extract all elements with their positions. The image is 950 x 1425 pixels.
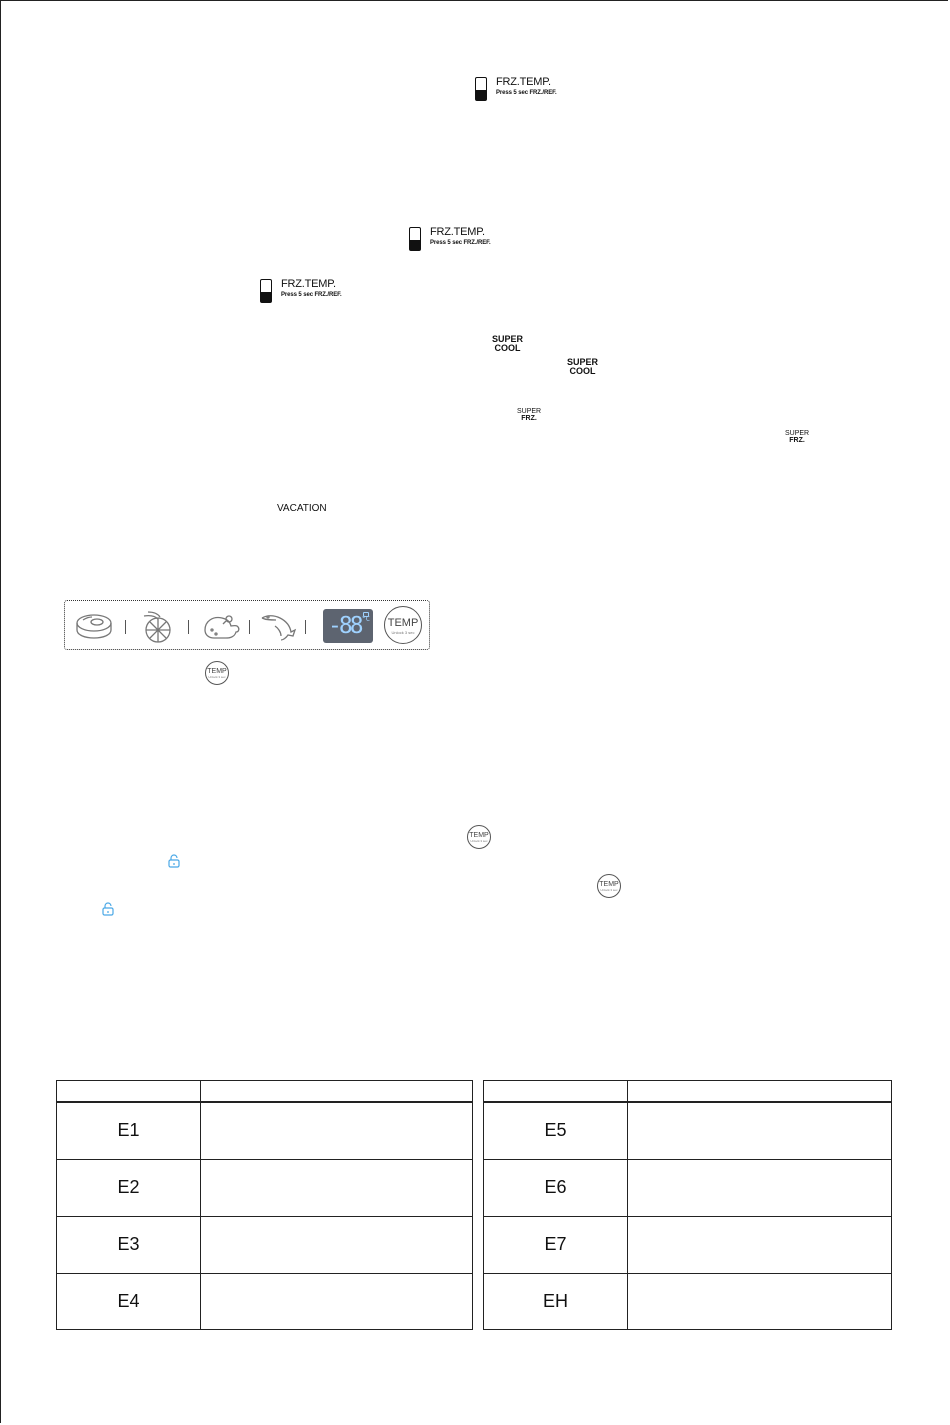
separator (125, 620, 126, 634)
battery-level-icon (475, 77, 487, 101)
super-frz-line1: SUPER (517, 408, 542, 415)
table-header-cell (628, 1081, 892, 1103)
error-description (628, 1273, 892, 1329)
temp-button-inline-label: TEMP (207, 668, 227, 675)
unlock-icon (102, 902, 114, 916)
separator (249, 620, 250, 634)
super-cool-line2: COOL (494, 343, 521, 354)
unlock-icon (168, 854, 180, 868)
super-cool-label (567, 358, 598, 377)
error-description (201, 1216, 473, 1273)
chicken-icon[interactable] (200, 608, 242, 646)
battery-level-icon (260, 279, 272, 303)
super-cool-label (492, 335, 523, 354)
temp-button[interactable] (384, 606, 422, 644)
super-frz-line2: FRZ. (789, 437, 805, 445)
frz-temp-indicator (475, 77, 557, 101)
shrimp-icon[interactable] (138, 608, 178, 646)
battery-level-icon (409, 227, 421, 251)
error-description (628, 1216, 892, 1273)
error-description (628, 1102, 892, 1159)
temp-button-inline-sublabel: Unlock 3 sec (470, 839, 488, 843)
display-unit: °C (361, 615, 370, 623)
error-code-table-right (483, 1080, 892, 1330)
temp-button-label: TEMP (387, 617, 419, 629)
error-code: E6 (484, 1159, 628, 1216)
error-code: E3 (57, 1216, 201, 1273)
frz-temp-indicator (409, 227, 491, 251)
error-code: EH (484, 1273, 628, 1329)
error-code: E4 (57, 1273, 201, 1329)
control-panel (64, 600, 430, 650)
temp-button-inline-sublabel: Unlock 3 sec (600, 888, 618, 892)
super-cool-line1: SUPER (567, 357, 599, 367)
frz-temp-title: FRZ.TEMP. (496, 76, 551, 88)
super-cool-line2: COOL (569, 366, 596, 377)
super-frz-label (517, 408, 541, 423)
steak-icon[interactable] (74, 608, 114, 644)
temp-button-inline (467, 825, 491, 849)
frz-temp-hint: Press 5 sec FRZ./REF. (430, 240, 491, 246)
error-description (201, 1102, 473, 1159)
super-frz-label (785, 430, 809, 445)
error-description (628, 1159, 892, 1216)
error-code: E1 (57, 1102, 201, 1159)
frz-temp-hint: Press 5 sec FRZ./REF. (281, 292, 342, 298)
table-header-cell (57, 1081, 201, 1103)
temperature-display (323, 609, 373, 643)
error-code-table-left (56, 1080, 473, 1330)
temp-button-inline (205, 661, 229, 685)
temp-button-inline-sublabel: Unlock 3 sec (208, 675, 226, 679)
temp-button-inline (597, 874, 621, 898)
table-header-cell (201, 1081, 473, 1103)
super-frz-line1: SUPER (785, 430, 810, 437)
error-code: E5 (484, 1102, 628, 1159)
error-code: E2 (57, 1159, 201, 1216)
error-description (201, 1273, 473, 1329)
temp-button-inline-label: TEMP (599, 881, 619, 888)
display-digits: -88 (328, 613, 361, 639)
error-description (201, 1159, 473, 1216)
separator (188, 620, 189, 634)
super-frz-line2: FRZ. (521, 415, 537, 423)
error-code: E7 (484, 1216, 628, 1273)
frz-temp-hint: Press 5 sec FRZ./REF. (496, 90, 557, 96)
table-header-cell (484, 1081, 628, 1103)
super-cool-line1: SUPER (492, 334, 524, 344)
frz-temp-title: FRZ.TEMP. (281, 278, 336, 290)
temp-button-inline-label: TEMP (469, 832, 489, 839)
temp-button-sublabel: Unlock 3 sec (391, 630, 415, 635)
vacation-label: VACATION (277, 503, 327, 514)
frz-temp-indicator (260, 279, 342, 303)
separator (305, 620, 306, 634)
fish-icon[interactable] (259, 608, 299, 646)
frz-temp-title: FRZ.TEMP. (430, 226, 485, 238)
